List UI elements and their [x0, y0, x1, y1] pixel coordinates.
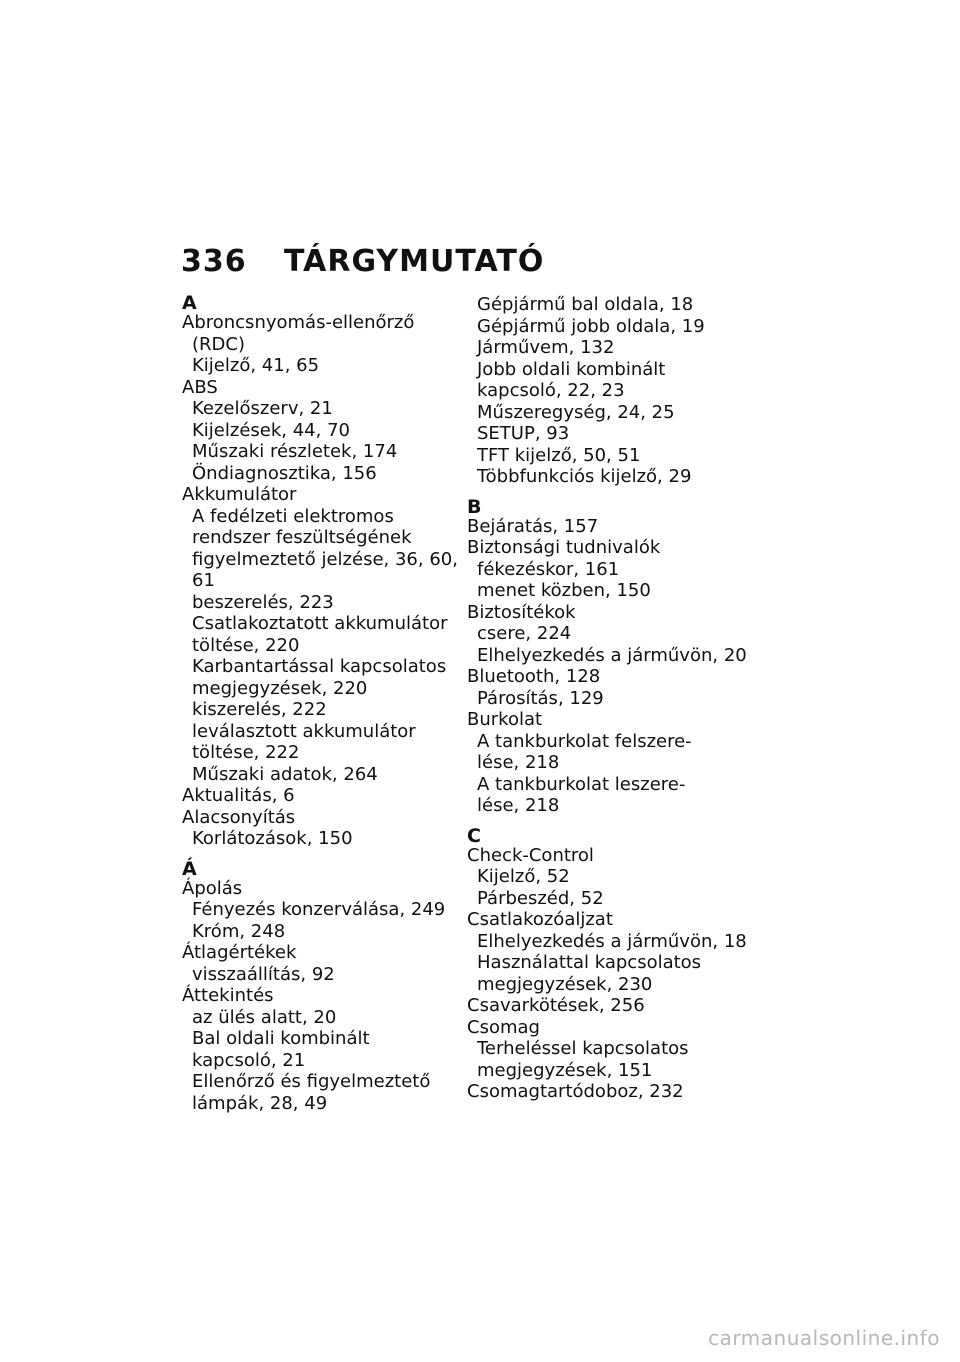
index-entry-line: Ápolás	[182, 877, 243, 899]
index-subentry-line: figyelmeztető jelzése, 36, 60,	[192, 548, 458, 570]
index-subentry-line: beszerelés, 223	[192, 591, 334, 613]
index-subentry-line: Műszeregység, 24, 25	[477, 401, 675, 423]
index-subentry	[182, 592, 467, 614]
index-subentry-line: Gépjármű bal oldala, 18	[477, 294, 694, 315]
index-subentry-line: TFT kijelző, 50, 51	[477, 444, 641, 466]
index-subentry-line: Bal oldali kombinált	[192, 1028, 370, 1049]
index-entry	[467, 1081, 752, 1103]
index-subentry	[467, 359, 752, 402]
index-subentry-line: 61	[192, 570, 215, 591]
index-subentry	[182, 964, 467, 986]
index-subentry-line: kapcsoló, 22, 23	[477, 380, 625, 401]
index-subentry-line: Terheléssel kapcsolatos	[477, 1038, 689, 1059]
index-entry	[182, 312, 467, 355]
index-subentry-line: lése, 218	[477, 752, 560, 773]
index-entry-line: Átlagértékek	[182, 942, 297, 963]
index-subentry	[467, 294, 752, 316]
index-subentry-line: Kijelző, 52	[477, 866, 570, 887]
index-subentry	[182, 506, 467, 592]
index-entry	[182, 484, 467, 506]
index-subentry	[467, 316, 752, 338]
index-subentry	[182, 613, 467, 656]
index-entry-line: Bluetooth, 128	[467, 666, 601, 687]
index-subentry-line: Gépjármű jobb oldala, 19	[477, 315, 705, 337]
index-column-left	[182, 294, 467, 1114]
index-subentry	[467, 337, 752, 359]
index-subentry	[182, 1071, 467, 1114]
index-entry-line: Akkumulátor	[182, 484, 297, 505]
index-subentry-line: megjegyzések, 220	[192, 677, 368, 699]
index-entry	[467, 995, 752, 1017]
index-entry-line: Abroncsnyomás-ellenőrző	[182, 312, 415, 333]
index-subentry	[182, 463, 467, 485]
index-letter-heading: B	[467, 495, 482, 518]
index-subentry	[467, 731, 752, 774]
index-subentry	[182, 699, 467, 721]
index-subentry-line: A tankburkolat felszere-	[477, 730, 692, 752]
index-subentry-line: megjegyzések, 230	[477, 973, 653, 995]
index-subentry-line: A tankburkolat leszere-	[477, 773, 686, 795]
page-header	[181, 244, 544, 280]
index-subentry-line: töltése, 220	[192, 634, 300, 656]
index-subentry-line: Karbantartással kapcsolatos	[192, 656, 447, 677]
index-subentry-line: az ülés alatt, 20	[192, 1006, 337, 1028]
index-entry-line: Áttekintés	[182, 985, 274, 1006]
index-subentry	[467, 423, 752, 445]
index-subentry-line: Többfunkciós kijelző, 29	[477, 466, 692, 487]
index-subentry-line: A fedélzeti elektromos	[192, 505, 394, 527]
index-subentry-line: Műszaki adatok, 264	[192, 763, 378, 785]
index-entry	[182, 942, 467, 964]
index-letter-heading: C	[467, 824, 481, 847]
index-subentry-line: Párosítás, 129	[477, 687, 604, 709]
index-subentry-line: Elhelyezkedés a járművön, 18	[477, 930, 747, 952]
index-subentry-line: rendszer feszültségének	[192, 527, 412, 548]
index-entry	[467, 516, 752, 538]
index-subentry-line: Műszaki részletek, 174	[192, 441, 398, 462]
index-subentry-line: menet közben, 150	[477, 580, 651, 601]
index-subentry	[182, 656, 467, 699]
index-entry	[182, 878, 467, 900]
index-subentry-line: lámpák, 28, 49	[192, 1092, 328, 1114]
index-subentry	[467, 580, 752, 602]
index-subentry-line: fékezéskor, 161	[477, 558, 620, 580]
index-entry-line: (RDC)	[192, 333, 245, 355]
index-subentry-line: töltése, 222	[192, 742, 300, 763]
index-subentry	[467, 645, 752, 667]
index-entry	[182, 377, 467, 399]
index-letter-heading: Á	[182, 857, 197, 880]
index-entry	[467, 1017, 752, 1039]
index-subentry	[467, 445, 752, 467]
index-subentry	[467, 931, 752, 953]
index-subentry-line: Fényezés konzerválása, 249	[192, 899, 446, 920]
index-subentry	[467, 1038, 752, 1081]
index-entry-line: Biztosítékok	[467, 601, 576, 623]
index-letter-heading: A	[182, 292, 197, 314]
index-subentry-line: csere, 224	[477, 623, 572, 644]
index-entry	[467, 845, 752, 867]
index-subentry-line: Kezelőszerv, 21	[192, 398, 333, 419]
index-subentry-line: visszaállítás, 92	[192, 963, 335, 985]
index-subentry	[467, 623, 752, 645]
index-subentry-line: Korlátozások, 150	[192, 828, 353, 849]
index-subentry	[467, 866, 752, 888]
index-entry-line: ABS	[182, 376, 218, 398]
index-entry-line: Csomagtartódoboz, 232	[467, 1081, 684, 1102]
index-subentry	[182, 441, 467, 463]
index-subentry-line: kiszerelés, 222	[192, 699, 327, 720]
index-subentry-line: Csatlakoztatott akkumulátor	[192, 613, 448, 634]
index-entry	[467, 666, 752, 688]
index-subentry-line: Króm, 248	[192, 920, 286, 942]
index-subentry	[182, 828, 467, 850]
index-entry	[467, 602, 752, 624]
index-entry	[182, 985, 467, 1007]
index-subentry-line: megjegyzések, 151	[477, 1059, 653, 1081]
index-subentry-line: Használattal kapcsolatos	[477, 952, 702, 973]
page-number: 336	[181, 244, 247, 279]
index-subentry	[467, 466, 752, 488]
index-subentry	[182, 899, 467, 921]
index-entry	[182, 807, 467, 829]
index-subentry-line: Jobb oldali kombinált	[477, 358, 666, 380]
index-entry	[467, 909, 752, 931]
index-entry-line: Alacsonyítás	[182, 806, 296, 828]
index-subentry-line: Járművem, 132	[477, 337, 615, 358]
index-subentry-line: Párbeszéd, 52	[477, 887, 604, 909]
index-subentry-line: SETUP, 93	[477, 423, 570, 444]
index-subentry	[182, 721, 467, 764]
watermark: carmanualsonline.info	[708, 1326, 940, 1350]
index-subentry	[182, 398, 467, 420]
index-entry	[182, 785, 467, 807]
page-title: TÁRGYMUTATÓ	[284, 244, 545, 279]
index-subentry	[467, 888, 752, 910]
index-entry-line: Csavarkötések, 256	[467, 995, 645, 1016]
index-entry-line: Csomag	[467, 1016, 540, 1038]
index-subentry-line: Kijelző, 41, 65	[192, 355, 320, 376]
index-column-right	[467, 294, 752, 1103]
index-subentry-line: Öndiagnosztika, 156	[192, 462, 377, 484]
index-subentry	[182, 420, 467, 442]
index-subentry-line: Ellenőrző és figyelmeztető	[192, 1071, 431, 1092]
index-subentry	[182, 355, 467, 377]
index-entry-line: Burkolat	[467, 709, 543, 730]
index-entry	[467, 537, 752, 559]
index-entry-line: Bejáratás, 157	[467, 515, 599, 537]
index-entry-line: Biztonsági tudnivalók	[467, 537, 661, 558]
index-subentry	[182, 1028, 467, 1071]
index-entry-line: Csatlakozóaljzat	[467, 909, 613, 930]
index-subentry-line: leválasztott akkumulátor	[192, 720, 416, 742]
index-subentry-line: lése, 218	[477, 795, 560, 816]
index-subentry	[182, 764, 467, 786]
index-entry-line: Check-Control	[467, 844, 594, 866]
index-subentry-line: Elhelyezkedés a járművön, 20	[477, 644, 747, 666]
index-entry-line: Aktualitás, 6	[182, 785, 295, 806]
index-subentry	[182, 921, 467, 943]
index-subentry-line: kapcsoló, 21	[192, 1049, 306, 1071]
index-subentry-line: Kijelzések, 44, 70	[192, 419, 350, 441]
index-subentry	[467, 559, 752, 581]
index-entry	[467, 709, 752, 731]
index-subentry	[467, 402, 752, 424]
index-subentry	[467, 688, 752, 710]
index-subentry	[467, 774, 752, 817]
index-subentry	[467, 952, 752, 995]
index-subentry	[182, 1007, 467, 1029]
